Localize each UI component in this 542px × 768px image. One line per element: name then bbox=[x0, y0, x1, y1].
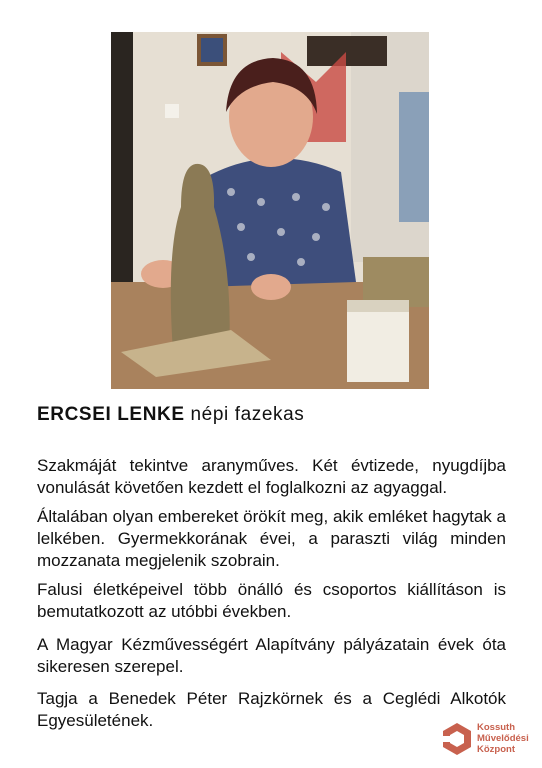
artist-role: népi fazekas bbox=[190, 404, 305, 425]
logo-line: Központ bbox=[477, 744, 515, 755]
bio-paragraph: Falusi életképeivel több önálló és csoportos kiállításon is bemutatkozott az utóbbi években. bbox=[37, 580, 506, 621]
bio-paragraph: Tagja a Benedek Péter Rajzkörnek és a Ceglédi Alkotók Egyesületének. bbox=[37, 689, 506, 730]
artist-name: ERCSEI LENKE bbox=[37, 404, 185, 425]
logo-line: Kossuth bbox=[477, 722, 515, 733]
bio-paragraph: Általában olyan embereket örökít meg, akik emléket hagytak a lelkében. Gyermekkorának évei, a paraszti világ minden mozzanata megjelenik szobrain. bbox=[37, 507, 506, 570]
logo-text bbox=[477, 722, 537, 755]
page-title bbox=[37, 404, 304, 426]
kossuth-logo bbox=[440, 720, 535, 760]
logo-line: Művelődési bbox=[477, 733, 529, 744]
bio-paragraph: Szakmáját tekintve aranyműves. Két évtizede, nyugdíjba vonulását követően kezdett el foglalkozni az agyaggal. bbox=[37, 456, 506, 497]
logo-mark-icon bbox=[440, 722, 474, 756]
artist-photo bbox=[111, 32, 429, 389]
bio-paragraph: A Magyar Kézművességért Alapítvány pályázatain évek óta sikeresen szerepel. bbox=[37, 635, 506, 676]
